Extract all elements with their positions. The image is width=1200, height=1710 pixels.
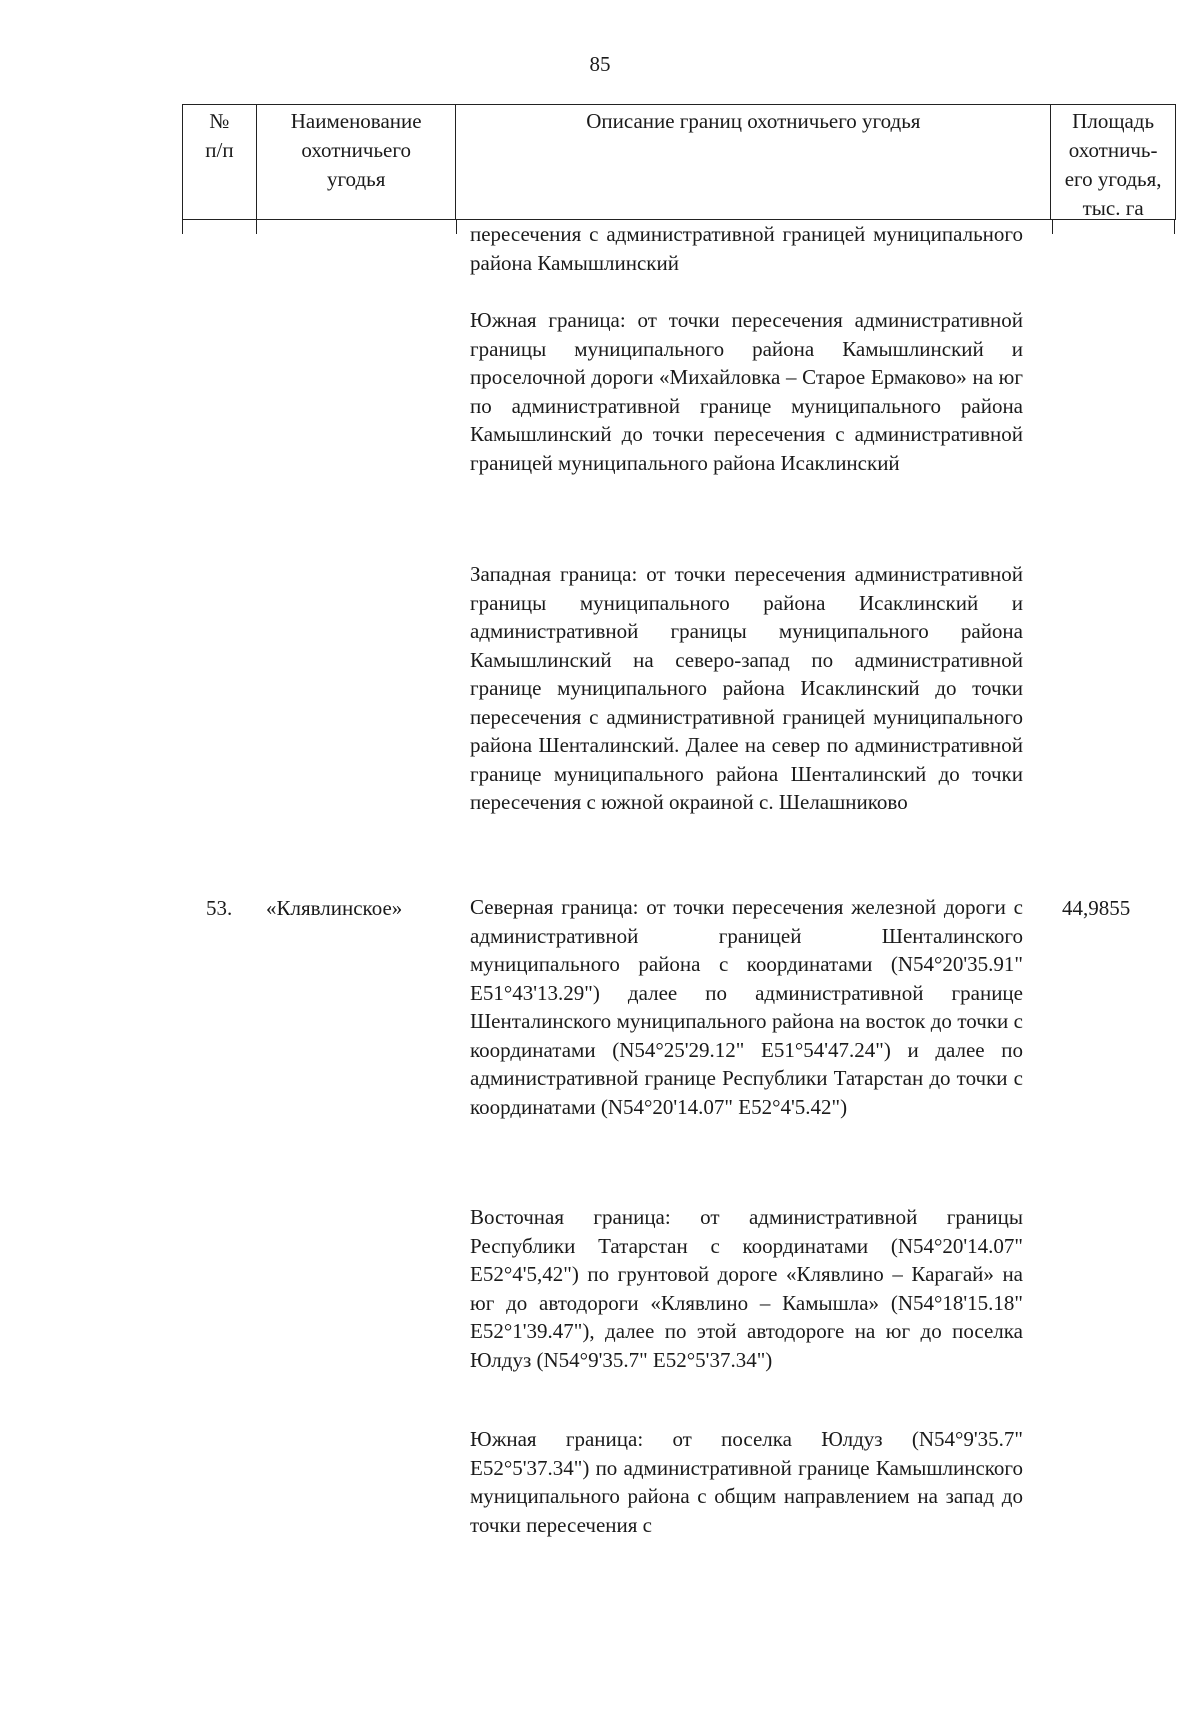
entry-number: 53. [206, 896, 233, 920]
table-header [182, 104, 1176, 220]
north-border-paragraph: Северная граница: от точки пересечения железной дороги с административной границей Шенталинского муниципального района с координатами (N54°20'35.91" E51°43'13.29") далее по административной границе Шенталинского муниципального района на восток до точки с координатами (N54°25'29.12" E51°54'47.24") и далее по административной границе Республики Татарстан до точки с координатами (N54°20'14.07" E52°4'5.42") [470, 895, 1023, 1119]
entry-south-border-paragraph: Южная граница: от поселка Юлдуз (N54°9'35.7" E52°5'37.34") по административной границе Камышлинского муниципального района с общим направлением на запад до точки пересечения с [470, 1427, 1023, 1537]
entry-name: «Клявлинское» [266, 896, 403, 920]
west-border-paragraph: Западная граница: от точки пересечения административной границы муниципального района Исаклинский и административной границы муниципального района Камышлинский на северо-запад по административной границе муниципального района Исаклинский до точки пересечения с административной границей муниципального района Шенталинский. Далее на север по административной границе муниципального района Шенталинский до точки пересечения с южной окраиной с. Шелашниково [470, 562, 1023, 814]
header-area: Площадь охотничь- его угодья, тыс. га [1064, 109, 1162, 220]
page-number: 85 [589, 52, 611, 76]
header-description: Описание границ охотничьего угодья [456, 105, 1051, 219]
column-divider [1052, 220, 1053, 234]
continuation-paragraph: пересечения с административной границей муниципального района Камышлинский [470, 222, 1023, 275]
column-divider [1174, 220, 1175, 234]
entry-area: 44,9855 [1062, 896, 1131, 920]
east-border-paragraph: Восточная граница: от административной границы Республики Татарстан с координатами (N54°20'14.07" E52°4'5,42") по грунтовой дороге «Клявлино – Карагай» на юг до автодороги «Клявлино – Камышла» (N54°18'15.18" E52°1'39.47"), далее по этой автодороге на юг до поселка Юлдуз (N54°9'35.7" E52°5'37.34") [470, 1205, 1023, 1372]
column-divider [456, 220, 457, 234]
column-divider [256, 220, 257, 234]
south-border-paragraph: Южная граница: от точки пересечения административной границы муниципального района Камышлинский и проселочной дороги «Михайловка – Старое Ермаково» на юг по административной границе муниципального района Камышлинский до точки пересечения с административной границей муниципального района Исаклинский [470, 308, 1023, 475]
header-name: Наименование охотничьего угодья [257, 105, 457, 219]
column-divider [182, 220, 183, 234]
header-number: № п/п [183, 105, 257, 219]
